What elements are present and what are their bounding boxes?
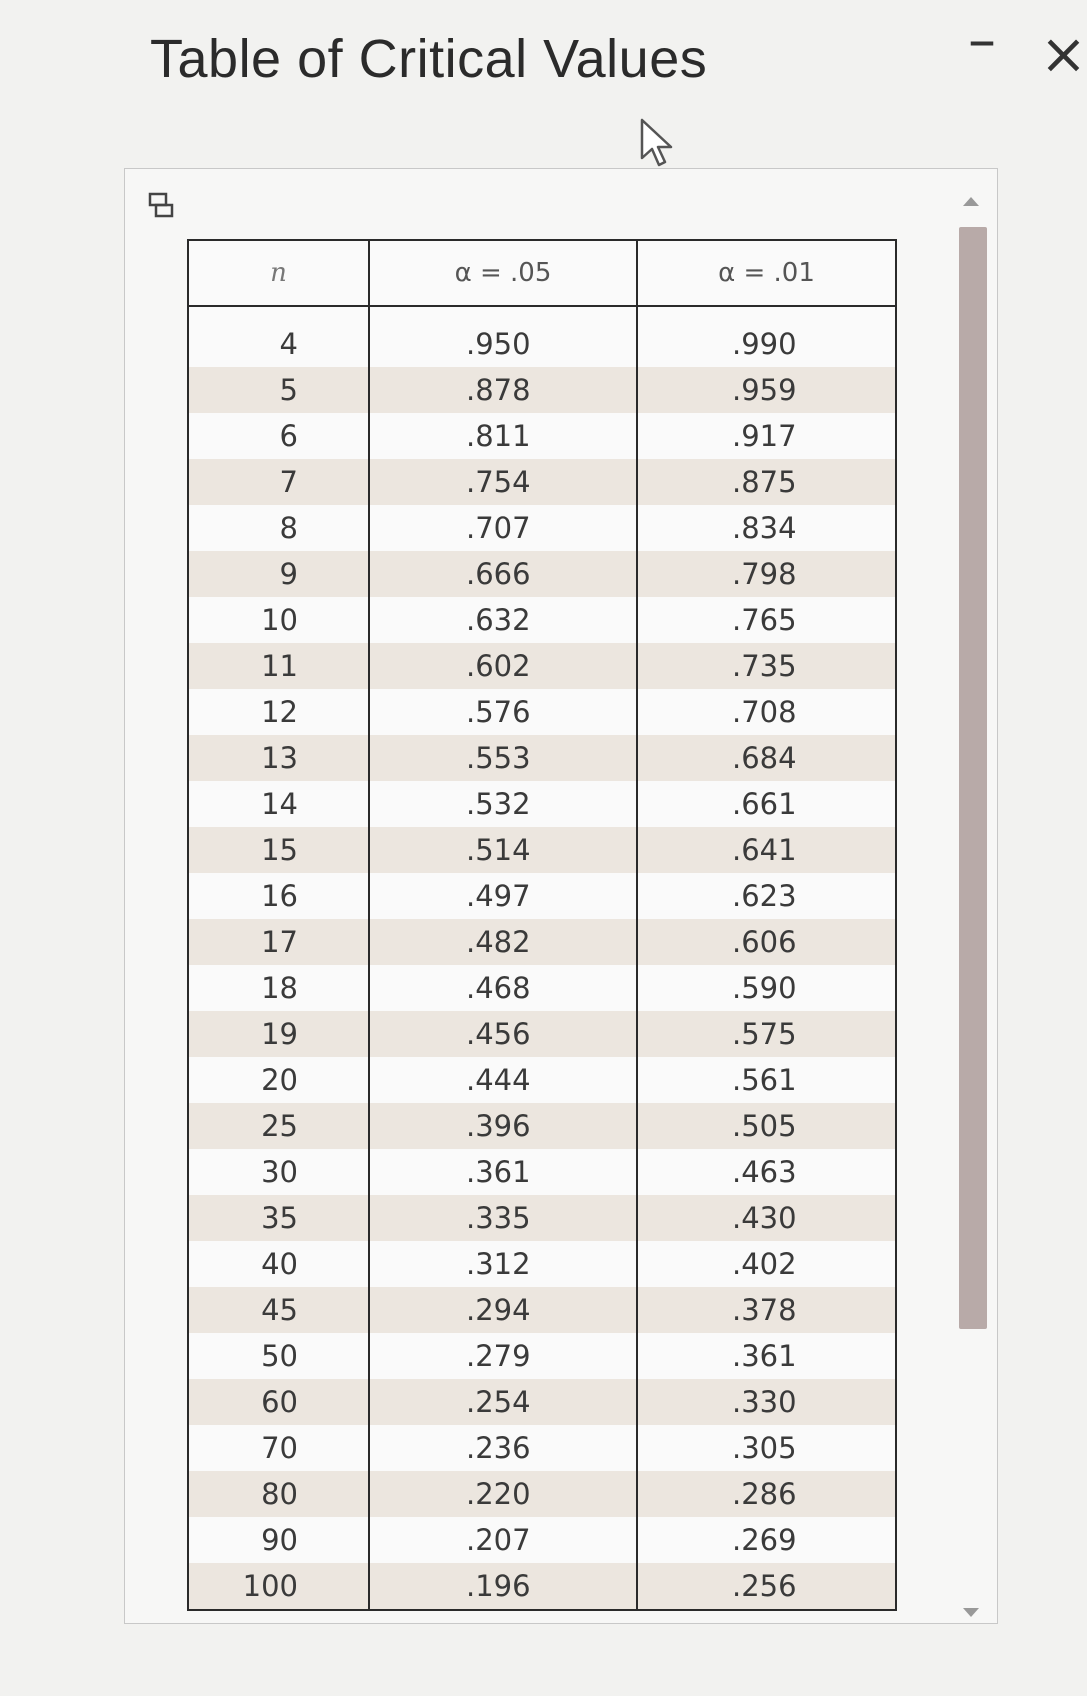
table-row bbox=[189, 1149, 895, 1195]
cell-alpha-05: .444 bbox=[369, 1057, 637, 1103]
column-header-alpha-05: α = .05 bbox=[369, 241, 637, 306]
table-row bbox=[189, 413, 895, 459]
cell-alpha-01: .765 bbox=[637, 597, 895, 643]
cell-n: 80 bbox=[189, 1471, 369, 1517]
cell-alpha-01: .286 bbox=[637, 1471, 895, 1517]
cell-alpha-01: .361 bbox=[637, 1333, 895, 1379]
table-row bbox=[189, 1379, 895, 1425]
cell-alpha-05: .707 bbox=[369, 505, 637, 551]
vertical-scrollbar[interactable] bbox=[957, 197, 989, 1617]
cell-n: 17 bbox=[189, 919, 369, 965]
cell-n: 12 bbox=[261, 695, 298, 730]
cell-alpha-05: .532 bbox=[369, 781, 637, 827]
table-row bbox=[189, 643, 895, 689]
table-row bbox=[189, 367, 895, 413]
cell-alpha-05: .482 bbox=[369, 919, 637, 965]
table-row bbox=[189, 1103, 895, 1149]
cell-n: 8 bbox=[279, 511, 298, 546]
table-body bbox=[189, 306, 895, 1609]
table-row bbox=[189, 1425, 895, 1471]
popout-window-icon[interactable] bbox=[147, 191, 175, 219]
cell-alpha-05: .497 bbox=[369, 873, 637, 919]
cell-alpha-01: .606 bbox=[637, 919, 895, 965]
cell-alpha-05: .294 bbox=[369, 1287, 637, 1333]
cell-n: 90 bbox=[261, 1522, 298, 1557]
table-row bbox=[189, 1333, 895, 1379]
cell-alpha-05: .811 bbox=[369, 413, 637, 459]
cell-n: 45 bbox=[189, 1287, 369, 1333]
cell-alpha-01: .305 bbox=[637, 1425, 895, 1471]
cell-n: 18 bbox=[261, 971, 298, 1005]
table-row bbox=[189, 689, 895, 735]
table-row bbox=[189, 505, 895, 551]
cell-n: 13 bbox=[189, 735, 369, 781]
cell-alpha-01: .661 bbox=[637, 781, 895, 827]
cell-n: 16 bbox=[261, 879, 298, 914]
cell-n: 14 bbox=[261, 787, 298, 822]
cell-alpha-01: .463 bbox=[637, 1149, 895, 1195]
scroll-up-arrow-icon[interactable] bbox=[963, 197, 979, 206]
cell-alpha-01: .402 bbox=[637, 1241, 895, 1287]
column-header-alpha-01: α = .01 bbox=[637, 241, 895, 306]
cell-alpha-01: .917 bbox=[637, 413, 895, 459]
table-row bbox=[189, 1241, 895, 1287]
table-row bbox=[189, 1471, 895, 1517]
cell-alpha-05: .236 bbox=[369, 1425, 637, 1471]
cell-alpha-05: .196 bbox=[369, 1563, 637, 1609]
cell-alpha-01: .641 bbox=[637, 827, 895, 873]
column-header-n: n bbox=[189, 241, 369, 306]
cell-alpha-05: .666 bbox=[369, 551, 637, 597]
table-row bbox=[189, 1287, 895, 1333]
table-header-row bbox=[189, 241, 895, 306]
cell-alpha-01: .623 bbox=[637, 873, 895, 919]
cell-n: 70 bbox=[261, 1430, 298, 1465]
table-row bbox=[189, 1057, 895, 1103]
cell-alpha-05: .207 bbox=[369, 1517, 637, 1563]
cell-alpha-01: .330 bbox=[637, 1379, 895, 1425]
cell-alpha-05: .553 bbox=[369, 735, 637, 781]
table-row bbox=[189, 1011, 895, 1057]
cell-n: 40 bbox=[261, 1246, 298, 1281]
cell-n: 50 bbox=[261, 1338, 298, 1373]
cell-alpha-01: .590 bbox=[637, 965, 895, 1011]
cell-n: 60 bbox=[189, 1379, 369, 1425]
cell-alpha-01: .575 bbox=[637, 1011, 895, 1057]
table-row bbox=[189, 781, 895, 827]
cell-alpha-01: .990 bbox=[637, 306, 895, 367]
cell-alpha-01: .378 bbox=[637, 1287, 895, 1333]
cell-n: 100 bbox=[189, 1563, 369, 1609]
cell-alpha-01: .505 bbox=[637, 1103, 895, 1149]
cell-alpha-01: .430 bbox=[637, 1195, 895, 1241]
cell-n: 5 bbox=[189, 367, 369, 413]
window-title: Table of Critical Values bbox=[150, 29, 708, 89]
cell-alpha-05: .468 bbox=[369, 965, 637, 1011]
cell-alpha-01: .959 bbox=[637, 367, 895, 413]
cell-alpha-01: .684 bbox=[637, 735, 895, 781]
table-row bbox=[189, 597, 895, 643]
cell-n: 7 bbox=[189, 459, 369, 505]
table-row bbox=[189, 1563, 895, 1609]
cell-alpha-05: .950 bbox=[369, 306, 637, 367]
table-row bbox=[189, 873, 895, 919]
table-row bbox=[189, 1517, 895, 1563]
cell-alpha-05: .361 bbox=[369, 1149, 637, 1195]
cell-alpha-01: .256 bbox=[637, 1563, 895, 1609]
cell-alpha-01: .561 bbox=[637, 1057, 895, 1103]
cell-alpha-05: .602 bbox=[369, 643, 637, 689]
cell-alpha-05: .220 bbox=[369, 1471, 637, 1517]
cell-alpha-05: .279 bbox=[369, 1333, 637, 1379]
cell-alpha-05: .456 bbox=[369, 1011, 637, 1057]
table-row bbox=[189, 827, 895, 873]
cell-alpha-01: .834 bbox=[637, 505, 895, 551]
cell-alpha-05: .396 bbox=[369, 1103, 637, 1149]
scroll-down-arrow-icon[interactable] bbox=[963, 1608, 979, 1617]
cell-n: 4 bbox=[279, 327, 298, 362]
cell-alpha-01: .875 bbox=[637, 459, 895, 505]
cell-alpha-01: .269 bbox=[637, 1517, 895, 1563]
cell-n: 25 bbox=[189, 1103, 369, 1149]
table-row bbox=[189, 459, 895, 505]
scrollbar-thumb[interactable] bbox=[959, 227, 987, 1329]
table-row bbox=[189, 1195, 895, 1241]
cell-alpha-05: .254 bbox=[369, 1379, 637, 1425]
critical-values-panel bbox=[124, 168, 998, 1624]
cell-alpha-05: .335 bbox=[369, 1195, 637, 1241]
minimize-button[interactable]: – bbox=[968, 8, 996, 73]
cell-alpha-01: .798 bbox=[637, 551, 895, 597]
cell-alpha-05: .754 bbox=[369, 459, 637, 505]
cell-alpha-05: .514 bbox=[369, 827, 637, 873]
cell-alpha-05: .576 bbox=[369, 689, 637, 735]
cell-n: 11 bbox=[189, 643, 369, 689]
cell-alpha-05: .312 bbox=[369, 1241, 637, 1287]
close-button[interactable]: × bbox=[1040, 22, 1087, 87]
table-row bbox=[189, 551, 895, 597]
cell-n: 6 bbox=[279, 419, 298, 454]
cell-n: 15 bbox=[189, 827, 369, 873]
cell-n: 9 bbox=[189, 551, 369, 597]
table-row bbox=[189, 306, 895, 367]
cell-alpha-01: .735 bbox=[637, 643, 895, 689]
cell-alpha-05: .878 bbox=[369, 367, 637, 413]
cell-alpha-05: .632 bbox=[369, 597, 637, 643]
table-row bbox=[189, 735, 895, 781]
cell-n: 19 bbox=[189, 1011, 369, 1057]
mouse-cursor-icon bbox=[640, 118, 680, 170]
cell-n: 20 bbox=[261, 1062, 298, 1097]
table-row bbox=[189, 919, 895, 965]
table-row bbox=[189, 965, 895, 1011]
cell-n: 35 bbox=[189, 1195, 369, 1241]
cell-n: 30 bbox=[261, 1154, 298, 1189]
critical-values-table bbox=[187, 239, 897, 1611]
cell-alpha-01: .708 bbox=[637, 689, 895, 735]
cell-n: 10 bbox=[261, 603, 298, 638]
